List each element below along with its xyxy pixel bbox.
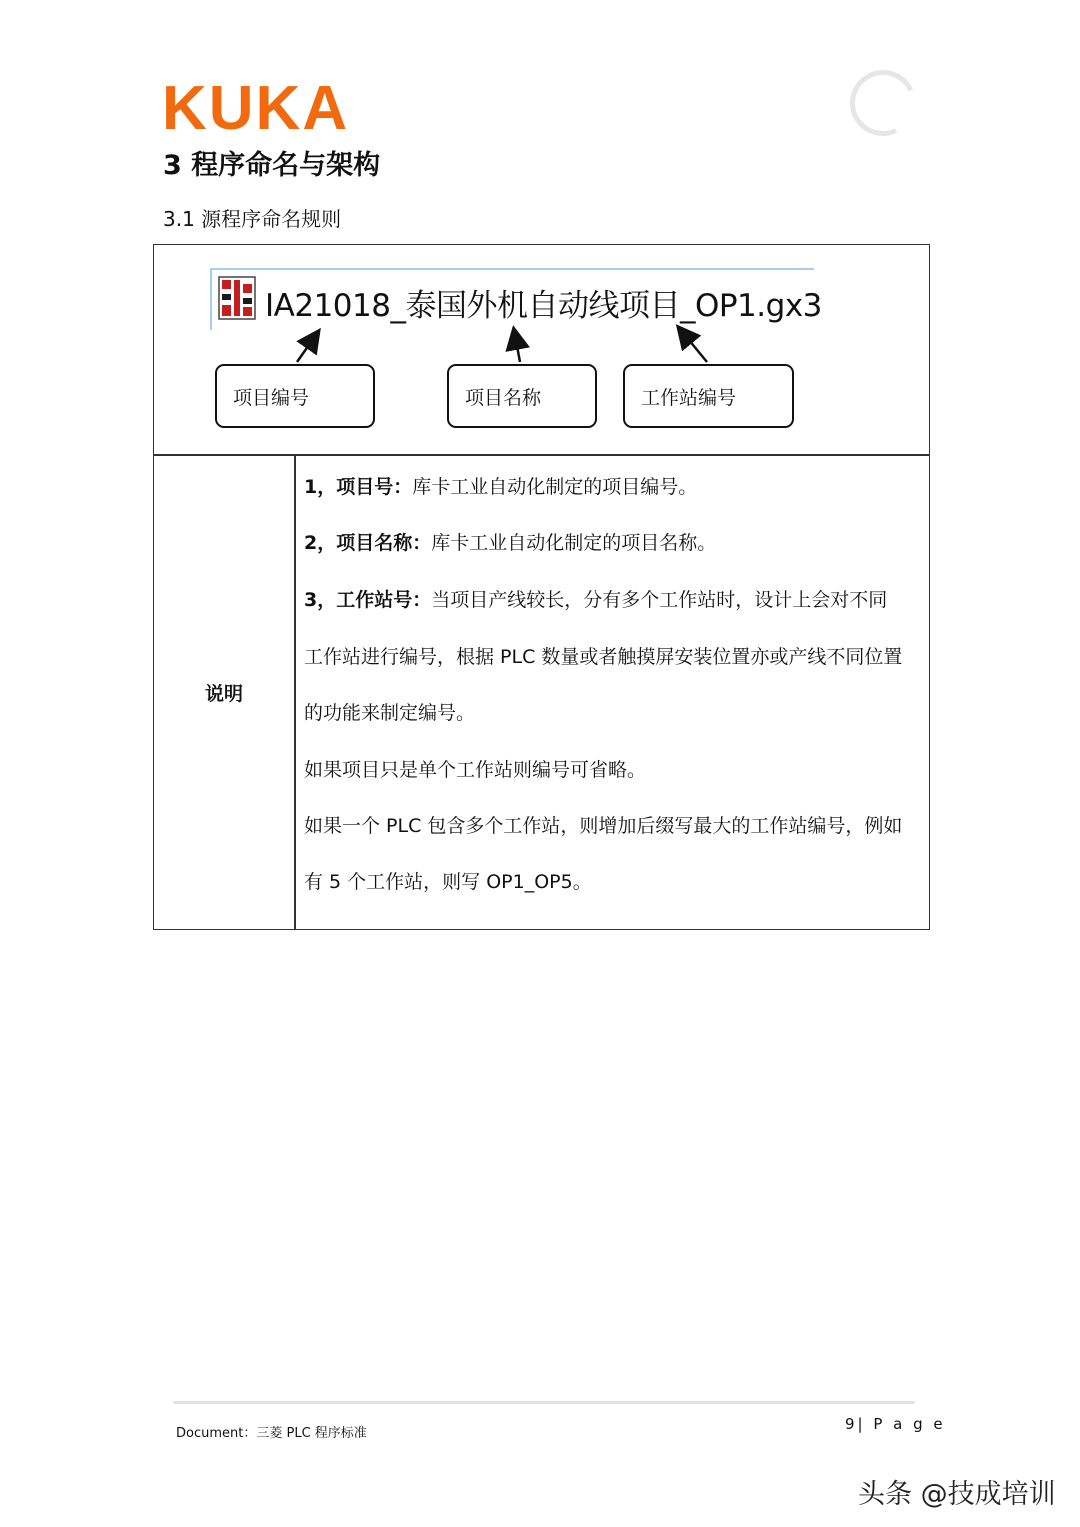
section-heading: 3.1 源程序命名规则 bbox=[163, 207, 342, 231]
description-line-text: 有 5 个工作站，则写 OP1_OP5。 bbox=[304, 871, 592, 893]
table-column-divider bbox=[294, 455, 296, 929]
footer-document-name: Document：三菱 PLC 程序标准 bbox=[176, 1426, 367, 1441]
description-line bbox=[304, 698, 475, 725]
label-project-name: 项目名称 bbox=[447, 364, 597, 428]
description-line bbox=[304, 755, 646, 782]
description-line bbox=[304, 472, 697, 499]
chapter-heading: 3 程序命名与架构 bbox=[163, 150, 381, 181]
watermark: 头条 @技成培训 bbox=[858, 1479, 1056, 1510]
description-line-text: 库卡工业自动化制定的项目名称。 bbox=[431, 532, 717, 554]
label-station-number: 工作站编号 bbox=[623, 364, 794, 428]
label-project-number: 项目编号 bbox=[215, 364, 375, 428]
gx3-file-icon bbox=[218, 276, 256, 320]
description-line bbox=[304, 811, 902, 838]
loading-ring-icon bbox=[841, 61, 926, 146]
description-line bbox=[304, 528, 716, 555]
description-line-text: 如果项目只是单个工作站则编号可省略。 bbox=[304, 759, 647, 781]
kuka-logo: KUKA bbox=[162, 74, 350, 143]
description-line-text: 如果一个 PLC 包含多个工作站，则增加后缀写最大的工作站编号，例如 bbox=[304, 815, 903, 837]
description-line bbox=[304, 642, 902, 669]
description-line-prefix: 3，工作站号： bbox=[304, 589, 432, 611]
description-line-text: 的功能来制定编号。 bbox=[304, 702, 476, 724]
description-line bbox=[304, 585, 887, 612]
description-line bbox=[304, 867, 592, 894]
description-line-text: 工作站进行编号，根据 PLC 数量或者触摸屏安装位置亦或产线不同位置 bbox=[304, 646, 903, 668]
description-line-prefix: 1，项目号： bbox=[304, 476, 413, 498]
footer-divider bbox=[173, 1401, 915, 1404]
description-line-text: 当项目产线较长，分有多个工作站时，设计上会对不同 bbox=[431, 589, 888, 611]
example-filename: IA21018_泰国外机自动线项目_OP1.gx3 bbox=[265, 288, 822, 324]
description-label: 说明 bbox=[204, 682, 243, 705]
description-line-prefix: 2，项目名称： bbox=[304, 532, 432, 554]
page-number: 9| P a g e bbox=[845, 1415, 946, 1433]
description-line-text: 库卡工业自动化制定的项目编号。 bbox=[412, 476, 698, 498]
